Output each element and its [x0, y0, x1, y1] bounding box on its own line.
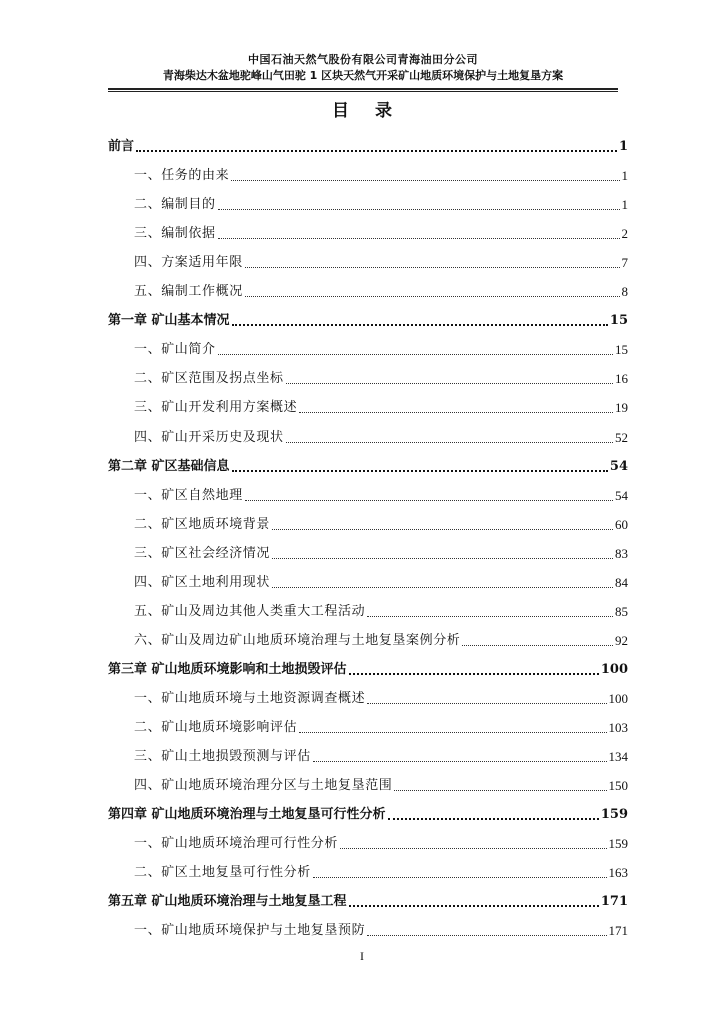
toc-leader-dots: [299, 732, 606, 733]
toc-entry-page: 60: [615, 516, 628, 532]
toc-entry-page: 92: [615, 632, 628, 648]
toc-entry-page: 171: [600, 894, 628, 910]
toc-entry-page: 54: [615, 487, 628, 503]
toc-section-entry[interactable]: [108, 275, 628, 304]
toc-entry-label: 一、矿山地质环境与土地资源调查概述: [134, 690, 366, 706]
toc-entry-label: 六、矿山及周边矿山地质环境治理与土地复垦案例分析: [134, 632, 461, 648]
toc-entry-page: 100: [608, 690, 628, 706]
toc-leader-dots: [272, 529, 613, 530]
toc-leader-dots: [388, 818, 599, 820]
toc-chapter-entry[interactable]: [108, 130, 628, 159]
toc-leader-dots: [136, 150, 617, 152]
toc-entry-label: 二、矿区地质环境背景: [134, 516, 271, 532]
header-rule-thin: [108, 91, 618, 92]
toc-section-entry[interactable]: [108, 769, 628, 798]
toc-leader-dots: [394, 790, 606, 791]
toc-entry-label: 前言: [108, 139, 135, 155]
toc-leader-dots: [218, 209, 620, 210]
toc-entry-page: 15: [609, 313, 628, 329]
toc-entry-page: 16: [615, 371, 628, 387]
toc-entry-page: 150: [608, 778, 628, 794]
toc-leader-dots: [286, 383, 613, 384]
toc-chapter-entry[interactable]: [108, 885, 628, 914]
toc-section-entry[interactable]: [108, 595, 628, 624]
toc-leader-dots: [286, 442, 613, 443]
toc-entry-label: 第五章 矿山地质环境治理与土地复垦工程: [108, 894, 347, 910]
toc-entry-page: 100: [600, 661, 628, 677]
toc-section-entry[interactable]: [108, 159, 628, 188]
toc-entry-page: 103: [608, 719, 628, 735]
toc-entry-label: 一、任务的由来: [134, 168, 230, 184]
toc-leader-dots: [462, 645, 613, 646]
toc-section-entry[interactable]: [108, 711, 628, 740]
toc-section-entry[interactable]: [108, 246, 628, 275]
toc-entry-page: 15: [615, 342, 628, 358]
toc-section-entry[interactable]: [108, 566, 628, 595]
toc-section-entry[interactable]: [108, 624, 628, 653]
toc-leader-dots: [232, 470, 608, 472]
toc-leader-dots: [245, 267, 620, 268]
toc-entry-page: 134: [608, 749, 628, 765]
toc-entry-label: 三、矿山开发利用方案概述: [134, 400, 298, 416]
toc-entry-page: 159: [608, 836, 628, 852]
toc-entry-label: 一、矿区自然地理: [134, 487, 243, 503]
toc-entry-label: 第三章 矿山地质环境影响和土地损毁评估: [108, 661, 347, 677]
toc-leader-dots: [340, 848, 606, 849]
toc-entry-label: 四、矿山地质环境治理分区与土地复垦范围: [134, 778, 393, 794]
toc-entry-label: 一、矿山简介: [134, 342, 216, 358]
toc-section-entry[interactable]: [108, 827, 628, 856]
toc-section-entry[interactable]: [108, 217, 628, 246]
toc-entry-page: 84: [615, 574, 628, 590]
toc-entry-page: 54: [609, 458, 628, 474]
toc-section-entry[interactable]: [108, 333, 628, 362]
toc-chapter-entry[interactable]: [108, 653, 628, 682]
toc-entry-page: 1: [621, 197, 628, 213]
toc-section-entry[interactable]: [108, 740, 628, 769]
toc-leader-dots: [313, 877, 607, 878]
toc-entry-page: 85: [615, 603, 628, 619]
toc-leader-dots: [245, 500, 613, 501]
toc-section-entry[interactable]: [108, 914, 628, 943]
header-company: 中国石油天然气股份有限公司青海油田分公司: [248, 53, 478, 66]
toc-entry-label: 二、矿区土地复垦可行性分析: [134, 865, 311, 881]
toc-entry-page: 52: [615, 429, 628, 445]
toc-entry-label: 三、矿区社会经济情况: [134, 545, 271, 561]
toc-entry-page: 19: [615, 400, 628, 416]
toc-entry-label: 第四章 矿山地质环境治理与土地复垦可行性分析: [108, 807, 386, 823]
toc-leader-dots: [367, 703, 606, 704]
toc-section-entry[interactable]: [108, 682, 628, 711]
header-rule: [108, 88, 618, 90]
toc-entry-label: 四、方案适用年限: [134, 255, 243, 271]
toc-entry-label: 四、矿区土地利用现状: [134, 574, 271, 590]
toc-section-entry[interactable]: [108, 362, 628, 391]
toc-entry-page: 1: [618, 139, 628, 155]
toc-leader-dots: [218, 354, 613, 355]
toc-leader-dots: [349, 673, 599, 675]
toc-entry-page: 83: [615, 545, 628, 561]
toc-entry-label: 一、矿山地质环境治理可行性分析: [134, 836, 339, 852]
toc-leader-dots: [232, 324, 608, 326]
toc-leader-dots: [367, 616, 613, 617]
running-header: [108, 52, 618, 84]
toc-section-entry[interactable]: [108, 188, 628, 217]
toc-entry-page: 171: [608, 923, 628, 939]
toc-leader-dots: [313, 761, 607, 762]
page-number: I: [360, 949, 364, 963]
toc-leader-dots: [349, 905, 599, 907]
toc-leader-dots: [367, 935, 606, 936]
toc-entry-label: 三、编制依据: [134, 226, 216, 242]
toc-entry-page: 1: [621, 168, 628, 184]
toc-section-entry[interactable]: [108, 479, 628, 508]
toc-entry-page: 8: [621, 284, 628, 300]
toc-leader-dots: [231, 180, 619, 181]
toc-title: 目 录: [332, 101, 402, 121]
toc-entry-label: 五、编制工作概况: [134, 284, 243, 300]
toc-leader-dots: [272, 587, 613, 588]
toc-entry-label: 五、矿山及周边其他人类重大工程活动: [134, 603, 366, 619]
toc-entry-page: 159: [600, 807, 628, 823]
toc-entry-label: 第二章 矿区基础信息: [108, 458, 230, 474]
toc-entry-page: 2: [621, 226, 628, 242]
toc-leader-dots: [218, 238, 620, 239]
toc-section-entry[interactable]: [108, 856, 628, 885]
toc-entry-label: 一、矿山地质环境保护与土地复垦预防: [134, 923, 366, 939]
toc-leader-dots: [272, 558, 613, 559]
toc-section-entry[interactable]: [108, 537, 628, 566]
toc-section-entry[interactable]: [108, 420, 628, 449]
toc-entry-label: 第一章 矿山基本情况: [108, 313, 230, 329]
toc-leader-dots: [245, 296, 620, 297]
toc-entry-label: 四、矿山开采历史及现状: [134, 429, 284, 445]
toc-entry-label: 三、矿山土地损毁预测与评估: [134, 749, 311, 765]
toc-chapter-entry[interactable]: [108, 798, 628, 827]
toc-chapter-entry[interactable]: [108, 450, 628, 479]
toc-leader-dots: [299, 412, 613, 413]
header-document-title: 青海柴达木盆地驼峰山气田驼 1 区块天然气开采矿山地质环境保护与土地复垦方案: [162, 69, 564, 82]
toc-entry-page: 163: [608, 865, 628, 881]
toc-entry-page: 7: [621, 255, 628, 271]
toc-section-entry[interactable]: [108, 391, 628, 420]
toc-entry-label: 二、矿山地质环境影响评估: [134, 719, 298, 735]
toc-section-entry[interactable]: [108, 508, 628, 537]
toc-chapter-entry[interactable]: [108, 304, 628, 333]
toc-entry-label: 二、矿区范围及拐点坐标: [134, 371, 284, 387]
toc-entry-label: 二、编制目的: [134, 197, 216, 213]
table-of-contents: [108, 130, 628, 943]
